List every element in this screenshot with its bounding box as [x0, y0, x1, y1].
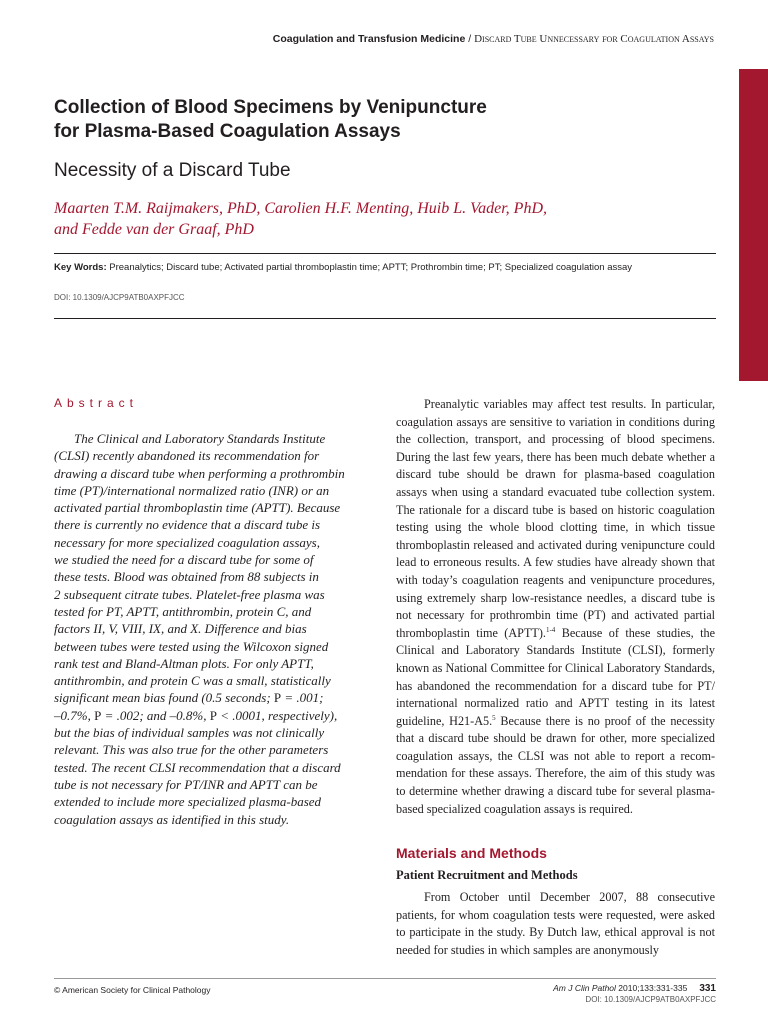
divider [54, 253, 716, 254]
abstract-text: < .0001, respectively), [217, 707, 338, 723]
section-heading-materials-methods: Materials and Methods [396, 845, 547, 861]
page-number: 331 [699, 983, 716, 994]
subsection-heading-patient-recruitment: Patient Recruitment and Methods [396, 868, 578, 882]
running-head [273, 33, 714, 45]
author-line: and Fedde van der Graaf, PhD [54, 221, 254, 238]
footer-citation [553, 983, 716, 1004]
abstract-line: extended to include more specialized plasma-based [54, 794, 322, 810]
running-head-short-title: Discard Tube Unnecessary for Coagulation Assays [474, 33, 714, 45]
running-head-separator: / [465, 33, 475, 45]
abstract-line: rank test and Bland-Altman plots. For only APTT, [54, 655, 314, 671]
abstract-line: coagulation assays as identified in this study. [54, 811, 290, 827]
abstract-line [54, 689, 364, 706]
abstract-line: tube is not necessary for PT/INR and APTT can be [54, 776, 318, 792]
footer-doi: DOI: 10.1309/AJCP9ATB0AXPFJCC [585, 995, 716, 1004]
abstract-heading: Abstract [54, 396, 139, 410]
section-tab-marker [739, 69, 768, 381]
article-title-line: Collection of Blood Specimens by Venipuncture [54, 97, 487, 118]
citation-volume-pages: 2010;133:331-335 [615, 983, 688, 993]
abstract-line: (CLSI) recently abandoned its recommendation for [54, 448, 320, 464]
article-subtitle: Necessity of a Discard Tube [54, 160, 291, 181]
abstract-text: significant mean bias found (0.5 seconds; [54, 690, 274, 706]
abstract-text: = .001; [281, 690, 324, 706]
abstract-line [54, 707, 364, 724]
abstract-line: relevant. This was also true for the other parameters [54, 742, 329, 758]
abstract-line: we studied the need for a discard tube for some of [54, 552, 314, 568]
journal-citation [553, 983, 687, 993]
abstract-line: time (PT)/international normalized ratio (INR) or an [54, 482, 330, 498]
article-doi: DOI: 10.1309/AJCP9ATB0AXPFJCC [54, 293, 185, 302]
abstract-line: tested for PT, APTT, antithrombin, protein C, and [54, 603, 312, 619]
key-words-text: Preanalytics; Discard tube; Activated partial thromboplastin time; APTT; Prothrombin time; PT; Specialized coagulation assay [106, 262, 633, 273]
p-value-symbol: P [94, 707, 102, 723]
abstract-line: antithrombin, and protein C was a small, statistically [54, 673, 331, 689]
journal-section: Coagulation and Transfusion Medicine [272, 33, 466, 45]
citation-ref: 5 [492, 713, 496, 722]
journal-name: Am J Clin Pathol [553, 983, 616, 993]
abstract-line: necessary for more specialized coagulation assays, [54, 534, 320, 550]
abstract-line: there is currently no evidence that a discard tube is [54, 517, 321, 533]
article-title [54, 96, 654, 144]
author-line: Maarten T.M. Raijmakers, PhD, Carolien H.F. Menting, Huib L. Vader, PhD, [54, 200, 548, 217]
abstract-line: but the bias of individual samples was not clinically [54, 725, 325, 741]
introduction-paragraph [396, 396, 715, 818]
abstract-body [54, 430, 364, 828]
abstract-line: The Clinical and Laboratory Standards Institute [74, 431, 326, 446]
abstract-line: tested. The recent CLSI recommendation that a discard [54, 759, 341, 775]
abstract-text: –0.7%, [54, 707, 95, 723]
methods-paragraph: From October until December 2007, 88 consecutive patients, for whom coagulation tests were requested, were asked to participate in the study. By Dutch law, ethical approval is not needed for studies in which samples are anonymously [396, 890, 715, 957]
introduction-text [396, 396, 715, 818]
author-list [54, 198, 674, 240]
divider [54, 318, 716, 319]
introduction-text-run: Preanalytic variables may affect test results. In particular, coagulation assays are sensitive to variation in conditions during the collection, transport, and processing of blood specimens. During the last few years, there has been much debate whether a discard tube should be drawn for plasma-based coagulation assays when using a standard evacuated tube collection system. The rationale for a discard tube is based on historic coagulation testing using the whole blood clotting time, in which tissue thromboplastin released and activated during venipuncture could lead to erroneous results. A few studies have already shown that with today’s coagulation reagents and venipuncture procedures, using extremely sharp low-resistance needles, a discard tube is not necessary for prothrombin time (PT) and activated partial thromboplastin time (APTT). [396, 397, 715, 640]
key-words [54, 262, 716, 273]
footer-copyright: © American Society for Clinical Pathology [54, 985, 211, 995]
abstract-text: = .002; and –0.8%, [101, 707, 210, 723]
introduction-text-run: Because there is no proof of the necessity that a discard tube should be drawn for other, more specialized coagulation assays, the CLSI was not able to report a recommendation for these assays. Therefore, the aim of this study was to determine whether drawing a discard tube for several plasma-based specialized coagulation assays is required. [396, 713, 716, 816]
key-words-label: Key Words: [54, 262, 107, 273]
abstract-line: between tubes were tested using the Wilcoxon signed [54, 638, 329, 654]
footer-divider [54, 978, 716, 979]
abstract-line: 2 subsequent citrate tubes. Platelet-free plasma was [54, 586, 325, 602]
p-value-symbol: P [209, 707, 217, 723]
abstract-line: activated partial thromboplastin time (APTT). Because [54, 500, 341, 516]
abstract-line: these tests. Blood was obtained from 88 subjects in [54, 569, 319, 585]
p-value-symbol: P [273, 690, 282, 706]
abstract-line: drawing a discard tube when performing a prothrombin [54, 465, 345, 481]
introduction-text-run: Because of these studies, the Clinical and Laboratory Standards Institute (CLSI), formerly known as National Committee for Clinical Laboratory Standards, has abandoned the recommendation for a discard tube for PT/ international normalized ratio and APTT testing in its latest guideline, H21-A5. [396, 625, 716, 728]
article-title-line: for Plasma-Based Coagulation Assays [54, 121, 401, 142]
abstract-line: factors II, V, VIII, IX, and X. Difference and bias [54, 621, 307, 637]
citation-ref: 1-4 [545, 625, 556, 634]
